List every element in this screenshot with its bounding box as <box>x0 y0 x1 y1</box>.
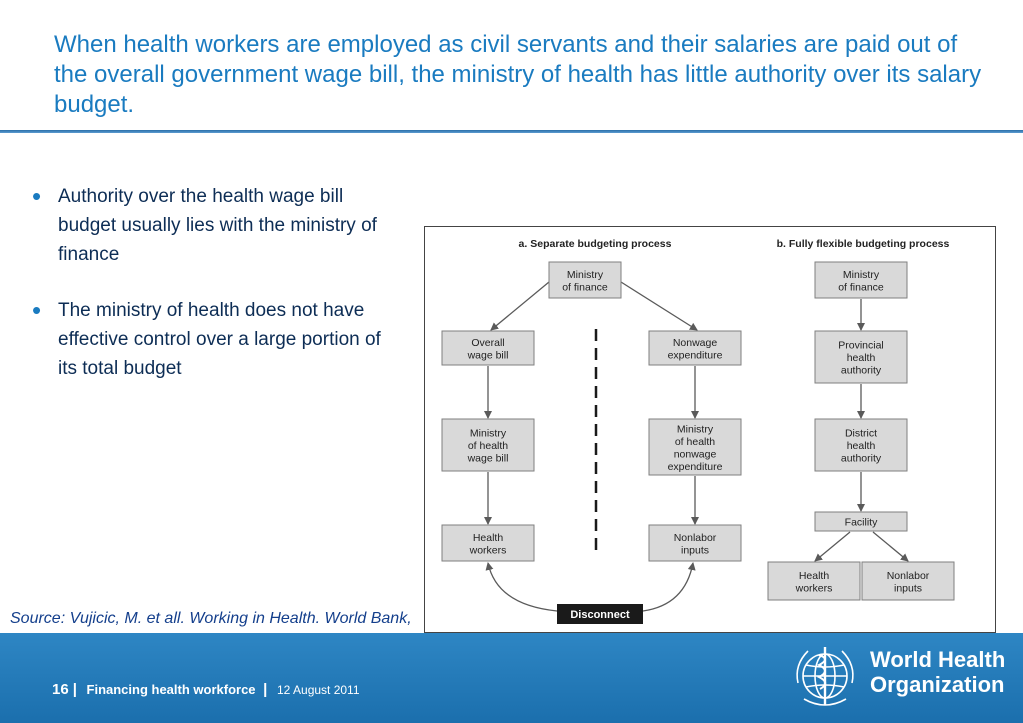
panel-a-title: a. Separate budgeting process <box>518 238 672 250</box>
diagram-node-label: expenditure <box>667 349 723 362</box>
panel-b-title: b. Fully flexible budgeting process <box>776 238 950 250</box>
presentation-date: 12 August 2011 <box>277 683 360 697</box>
arrow-disconnect-to-nonlabor <box>643 563 693 611</box>
diagram-node-label: of health <box>467 440 509 452</box>
diagram-node-label: of finance <box>562 281 608 294</box>
diagram-node-label: Facility <box>844 516 878 529</box>
bullet-item <box>30 296 390 383</box>
bullet-text: The ministry of health does not have effective control over a large portion of its total budget <box>58 300 381 379</box>
organization-name-line1: World Health <box>870 647 1006 672</box>
diagram-node-label: health <box>846 352 876 364</box>
bullet-list <box>30 182 390 410</box>
slide-title: When health workers are employed as civil servants and their salaries are paid out of the overall government wage bill, the ministry of health has little authority over its salary budget. <box>54 31 982 118</box>
presentation-name: Financing health workforce <box>86 682 256 697</box>
diagram-node-label: of finance <box>838 281 884 294</box>
diagram-node-label: authority <box>840 364 882 377</box>
diagram-node-a-health-workers <box>442 525 534 561</box>
arrow-facility-to-health-workers <box>815 532 850 561</box>
diagram-node-label: Overall <box>471 336 505 349</box>
diagram-node-label: expenditure <box>667 460 723 473</box>
diagram-node-label: wage bill <box>467 452 509 465</box>
budgeting-diagram-svg <box>425 227 995 632</box>
diagram-node-b-nonlabor <box>862 562 954 600</box>
bullet-dot-icon: • <box>32 295 42 325</box>
diagram-node-label: nonwage <box>673 448 717 461</box>
page-number: 16 <box>52 681 69 698</box>
diagram-node-label: workers <box>469 544 507 557</box>
diagram-node-b-finance <box>815 262 907 298</box>
diagram-node-label: wage bill <box>467 349 509 362</box>
disconnect-label <box>557 604 643 624</box>
diagram-node-label: inputs <box>680 544 710 557</box>
bullet-item <box>30 182 390 269</box>
diagram-node-label: Ministry <box>676 423 714 436</box>
organization-name-line2: Organization <box>870 672 1005 697</box>
footer-separator: | <box>72 681 77 698</box>
diagram-node-label: authority <box>840 452 882 465</box>
diagram-node-label: of health <box>674 435 716 448</box>
diagram-node-label: Health <box>798 569 830 582</box>
diagram-node-label: Health <box>472 531 504 544</box>
diagram-node-b-provincial <box>815 331 907 383</box>
arrow-facility-to-nonlabor <box>873 532 908 561</box>
diagram-node-label: Ministry <box>469 427 507 440</box>
diagram-node-b-facility <box>815 512 907 531</box>
disconnect-text: Disconnect <box>570 609 630 621</box>
diagram-node-a-nonwage <box>649 331 741 365</box>
arrow-finance-to-wage-bill <box>491 282 549 330</box>
diagram-node-a-wage-bill <box>442 331 534 365</box>
diagram-node-label: Ministry <box>842 268 880 281</box>
diagram-node-label: Nonlabor <box>673 531 717 544</box>
diagram-node-b-district <box>815 419 907 471</box>
footer-bar <box>0 633 1023 723</box>
diagram-node-label: Ministry <box>566 268 604 281</box>
diagram-node-b-health-workers <box>768 562 860 600</box>
diagram-node-label: Provincial <box>838 339 884 352</box>
bullet-dot-icon: • <box>32 181 42 211</box>
arrow-finance-to-nonwage <box>621 282 697 330</box>
diagram-node-label: workers <box>795 582 833 595</box>
source-citation: Source: Vujicic, M. et all. Working in Health. World Bank, <box>10 610 412 627</box>
diagram-node-label: health <box>846 440 876 452</box>
who-emblem-icon <box>790 641 860 711</box>
diagram-node-label: Nonlabor <box>886 569 930 582</box>
title-divider <box>0 130 1023 133</box>
budgeting-diagram <box>424 226 996 633</box>
footer-info <box>52 681 360 698</box>
diagram-node-a-moh-nonwage <box>649 419 741 475</box>
organization-name <box>870 647 1005 697</box>
diagram-node-a-nonlabor <box>649 525 741 561</box>
footer-separator: | <box>263 681 268 698</box>
diagram-node-label: District <box>844 427 878 440</box>
arrow-disconnect-to-health-workers <box>488 563 557 611</box>
bullet-text: Authority over the health wage bill budget usually lies with the ministry of finance <box>58 186 377 265</box>
diagram-node-a-moh-wage <box>442 419 534 471</box>
diagram-node-a-finance <box>549 262 621 298</box>
diagram-node-label: inputs <box>893 582 923 595</box>
diagram-node-label: Nonwage <box>672 336 718 349</box>
